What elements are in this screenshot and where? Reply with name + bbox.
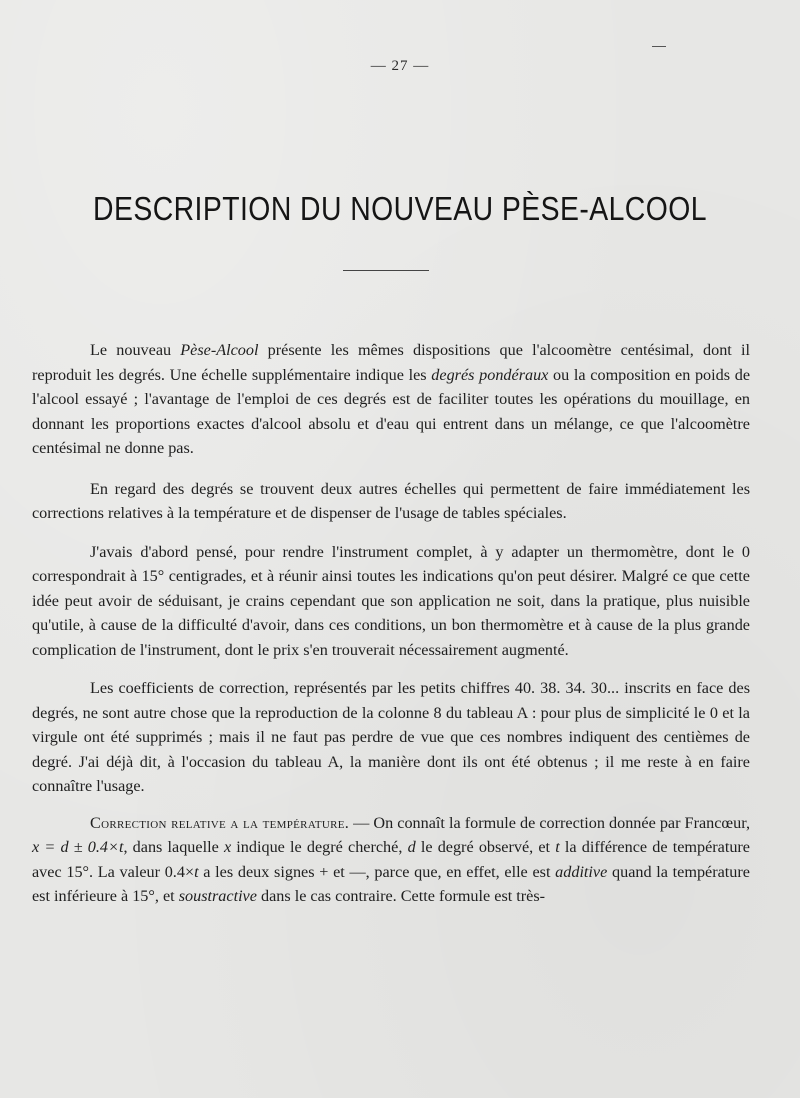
variable: d	[407, 838, 416, 856]
paragraph-correction	[32, 811, 750, 909]
text-run: — On connaît la formule de correction donnée par Francœur,	[349, 813, 750, 832]
text-run: a les deux signes + et —, parce que, en effet, elle est	[198, 862, 556, 881]
formula: x = d ± 0.4×t	[32, 838, 124, 856]
text-run: ou la composition en poids de l'alcool essayé ; l'avantage de l'emploi de ces degrés est de faciliter toutes les opérations du mouillage, en donnant les proportions exactes d'alcool absolu et d'eau qui entrent dans un mélange, ce que l'alcoomètre centésimal ne donne pas.	[32, 365, 751, 457]
italic-term: soustractive	[178, 887, 257, 905]
margin-mark	[652, 46, 666, 47]
paragraph-coefficients: Les coefficients de correction, représentés par les petits chiffres 40. 38. 34. 30... inscrits en face des degrés, ne sont autre chose que la reproduction de la colonne 8 du tableau A : pour plus de simplicité le 0 et la virgule ont été supprimés ; mais il ne faut pas perdre de vue que ces nombres indiquent des centièmes de degré. J'ai déjà dit, à l'occasion du tableau A, la manière dont ils ont été obtenus ; il me reste à en faire connaître l'usage.	[32, 679, 750, 795]
variable: t	[555, 838, 560, 856]
text-run: dans le cas contraire. Cette formule est très-	[256, 887, 546, 905]
italic-term: Pèse-Alcool	[180, 341, 259, 359]
italic-term: degrés pondéraux	[431, 365, 549, 384]
text-run: la différence de température avec 15°. La valeur 0.4×	[32, 838, 750, 881]
paragraph-scales: En regard des degrés se trouvent deux autres échelles qui permettent de faire immédiatement les corrections relatives à la température et de dispenser de l'usage de tables spéciales.	[32, 479, 750, 522]
title-divider	[343, 270, 429, 271]
text-run: , dans laquelle	[123, 838, 224, 856]
variable: x	[223, 838, 232, 856]
text-run: présente les mêmes dispositions que l'alcoomètre centésimal, dont il reproduit les degrés. Une échelle supplémentaire indique les	[32, 341, 750, 384]
section-heading: Correction relative a la température.	[90, 813, 350, 832]
text-run: indique le degré cherché,	[231, 838, 408, 856]
text-run: le degré observé, et	[415, 838, 556, 856]
text-run: Le nouveau	[90, 341, 181, 359]
italic-term: additive	[555, 862, 608, 881]
page-title: DESCRIPTION DU NOUVEAU PÈSE-ALCOOL	[93, 190, 707, 227]
body-text	[32, 338, 750, 923]
paragraph-intro	[32, 338, 750, 461]
page-number: — 27 —	[370, 58, 430, 74]
paragraph-thermometer: J'avais d'abord pensé, pour rendre l'instrument complet, à y adapter un thermomètre, dont le 0 correspondrait à 15° centigrades, et à réunir ainsi toutes les indications qu'on peut désirer. Malgré ce que cette idée peut avoir de séduisant, je crains cependant que son application ne soit, dans la pratique, plus nuisible qu'utile, à cause de la difficulté d'avoir, dans ces conditions, un bon thermomètre et à cause de la plus grande complication de l'instrument, dont le prix s'en trouverait nécessairement augmenté.	[32, 542, 750, 659]
text-run: quand la température est inférieure à 15°, et	[32, 862, 750, 905]
variable: t	[194, 862, 199, 881]
